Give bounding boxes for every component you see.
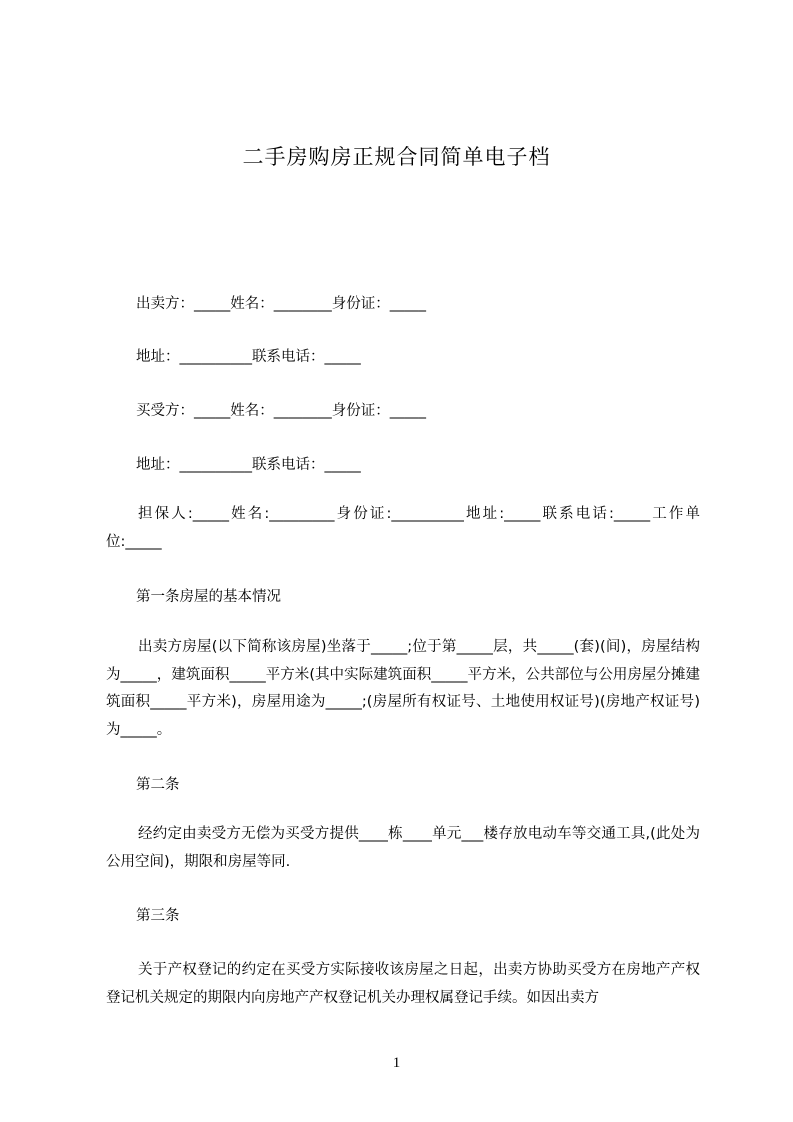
article3-paragraph: 关于产权登记的约定在买受方实际接收该房屋之日起，出卖方协助买受方在房地产产权登记机关规定的期限内向房地产产权登记机关办理权属登记手续。如因出卖方 (106, 962, 700, 1006)
page-number: 1 (392, 1055, 401, 1071)
article2-heading: 第二条 (136, 777, 180, 793)
article1-paragraph: 出卖方房屋(以下简称该房屋)坐落于_____;位于第_____层，共_____(套)(间)，房屋结构为_____，建筑面积_____平方米(其中实际建筑面积_____平方米，公共部位与公用房屋分摊建筑面积_____平方米)，房屋用途为_____;(房屋所有权证号、土地使用权证号)(房地产权证号)为_____。 (106, 639, 700, 738)
buyer-info-line: 买受方：_____姓名：________身份证：_____ (136, 403, 426, 419)
article2-paragraph: 经约定由卖受方无偿为买受方提供____栋____单元___楼存放电动车等交通工具,(此处为公用空间)，期限和房屋等同. (106, 826, 700, 870)
document-title: 二手房购房正规合同简单电子档 (242, 145, 551, 169)
seller-info-line: 出卖方：_____姓名：________身份证：_____ (136, 296, 426, 312)
buyer-address-line: 地址：__________联系电话：_____ (136, 457, 361, 473)
seller-address-line: 地址：__________联系电话：_____ (136, 349, 361, 365)
guarantor-paragraph: 担保人:_____姓名:_________身份证:__________地址:_____联系电话:_____工作单位:_____ (106, 506, 700, 550)
article3-heading: 第三条 (136, 908, 180, 924)
article1-heading: 第一条房屋的基本情况 (136, 589, 281, 605)
